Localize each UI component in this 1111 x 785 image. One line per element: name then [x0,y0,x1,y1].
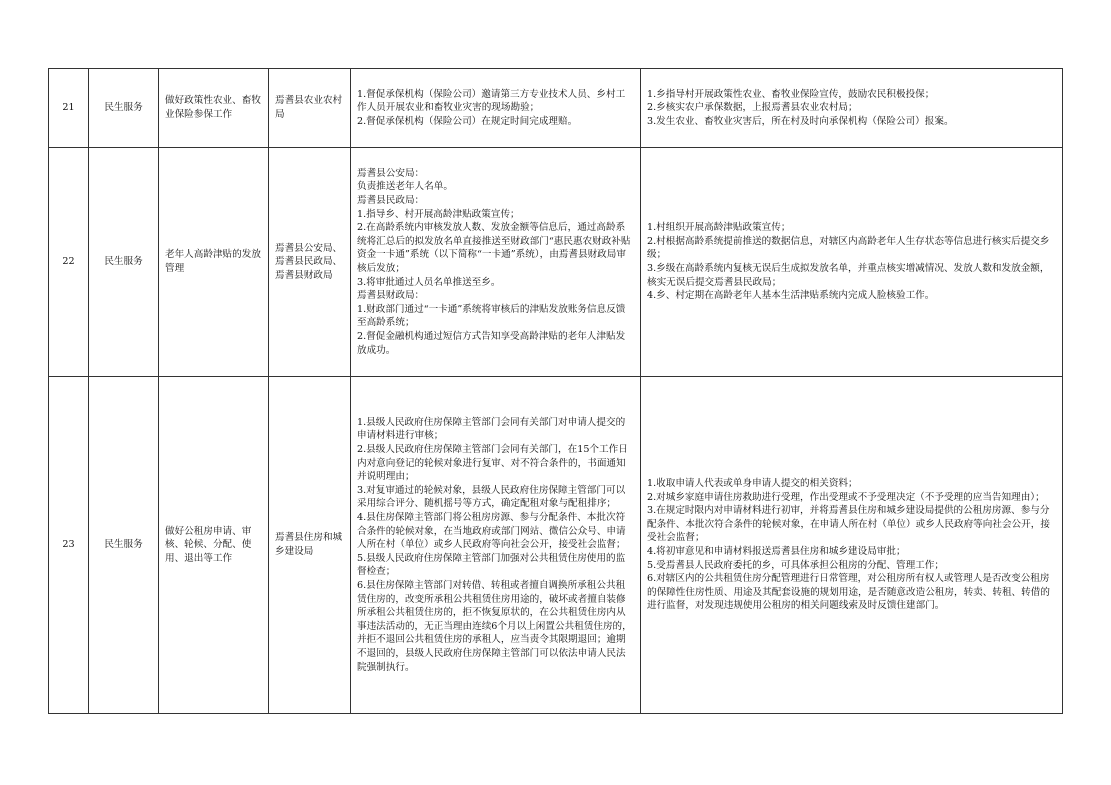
table-row [49,148,1063,377]
county-duty-line: 3.对复审通过的轮候对象，县级人民政府住房保障主管部门可以采用综合评分、随机摇号等方式，确定配租对象与配租排序； [357,484,626,510]
town-duty-line: 2.对城乡家庭申请住房救助进行受理，作出受理或不予受理决定（不予受理的应当告知理由）； [647,491,1045,503]
county-duties-cell [351,377,641,714]
town-duties-cell [641,148,1063,377]
town-duties-cell [641,377,1063,714]
town-duties-cell [641,69,1063,148]
row-number: 22 [49,148,89,377]
county-duties-cell [351,148,641,377]
county-duty-line: 2.督促金融机构通过短信方式告知享受高龄津贴的老年人津贴发放成功。 [357,330,626,356]
table-row [49,69,1063,148]
town-duty-line: 1.乡指导村开展政策性农业、畜牧业保险宣传，鼓励农民积极投保； [647,88,935,100]
row-item: 老年人高龄津贴的发放管理 [159,148,269,377]
row-number: 23 [49,377,89,714]
town-duty-line: 6.对辖区内的公共租赁住房分配管理进行日常管理，对公租房所有权人或管理人是否改变公租房的保障性住房性质、用途及其配套设施的规划用途，是否随意改造公租房，转卖、转租、转借的进行监督，对发现违规使用公租房的相关问题线索及时反馈住建部门。 [647,573,1050,612]
town-duty-line: 1.村组织开展高龄津贴政策宣传； [647,222,791,234]
town-duty-line: 2.村根据高龄系统提前推送的数据信息，对辖区内高龄老年人生存状态等信息进行核实后提交乡级； [647,235,1050,261]
town-duty-line: 2.乡核实农户承保数据，上报焉耆县农业农村局； [647,102,858,114]
county-duty-line: 焉耆县民政局： [357,195,425,207]
county-duty-line: 5.县级人民政府住房保障主管部门加强对公共租赁住房使用的监督检查； [357,552,626,578]
town-duty-line: 5.受焉耆县人民政府委托的乡，可具体承担公租房的分配、管理工作； [647,559,944,571]
county-duty-line: 1.指导乡、村开展高龄津贴政策宣传； [357,208,520,220]
county-duty-line: 2.县级人民政府住房保障主管部门会同有关部门，在15个工作日内对意向登记的轮候对象进行复审、对不符合条件的，书面通知并说明理由； [357,444,628,483]
row-item: 做好政策性农业、畜牧业保险参保工作 [159,69,269,148]
county-duty-line: 1.财政部门通过“一卡通”系统将审核后的津贴发放账务信息反馈至高龄系统； [357,303,626,329]
county-duty-line: 焉耆县公安局： [357,167,425,179]
county-duty-line: 4.县住房保障主管部门将公租房房源、参与分配条件、本批次符合条件的轮候对象，在当地政府或部门网站、微信公众号、申请人所在村（单位）或乡人民政府等向社会公开，接受社会监督； [357,512,626,551]
row-category: 民生服务 [89,69,159,148]
county-duty-line: 1.督促承保机构（保险公司）邀请第三方专业技术人员、乡村工作人员开展农业和畜牧业灾害的现场勘验； [357,88,626,114]
town-duty-line: 4.将初审意见和申请材料报送焉耆县住房和城乡建设局审批； [647,546,906,557]
county-duty-line: 2.督促承保机构（保险公司）在规定时间完成理赔。 [357,115,578,127]
row-number: 21 [49,69,89,148]
row-department: 焉耆县住房和城乡建设局 [269,377,351,714]
town-duty-line: 3.在规定时限内对申请材料进行初审，并将焉耆县住房和城乡建设局提供的公租房房源、参与分配条件、本批次符合条件的轮候对象，在申请人所在村（单位）或乡人民政府等向社会公开，接受社会监督； [647,505,1050,544]
town-duty-line: 3.发生农业、畜牧业灾害后，所在村及时向承保机构（保险公司）报案。 [647,115,954,127]
county-duty-line: 焉耆县财政局： [357,290,425,302]
row-category: 民生服务 [89,148,159,377]
town-duty-line: 3.乡级在高龄系统内复核无误后生成拟发放名单，并重点核实增减情况、发放人数和发放金额，核实无误后提交焉耆县民政局； [647,263,1050,288]
town-duty-line: 4.乡、村定期在高龄老年人基本生活津贴系统内完成人脸核验工作。 [647,290,935,302]
town-duty-line: 1.收取申请人代表或单身申请人提交的相关资料； [647,478,858,490]
row-department: 焉耆县农业农村局 [269,69,351,148]
row-category: 民生服务 [89,377,159,714]
county-duty-line: 6.县住房保障主管部门对转借、转租或者擅自调换所承租公共租赁住房的，改变所承租公共租赁住房用途的，破坏或者擅自装修所承租公共租赁住房的，拒不恢复原状的，在公共租赁住房内从事违法活动的，无正当理由连续6个月以上闲置公共租赁住房的，并拒不退回公共租赁住房的承租人，应当责令其限期退回；逾期不退回的，县级人民政府住房保障主管部门可以依法申请人民法院强制执行。 [357,579,632,673]
duty-table [48,68,1063,714]
row-item: 做好公租房申请、审核、轮候、分配、使用、退出等工作 [159,377,269,714]
county-duty-line: 1.县级人民政府住房保障主管部门会同有关部门对申请人提交的申请材料进行审核； [357,416,626,442]
table-row [49,377,1063,714]
county-duty-line: 3.将审批通过人员名单推送至乡。 [357,276,501,288]
county-duty-line: 负责推送老年人名单。 [357,181,453,193]
county-duties-cell [351,69,641,148]
county-duty-line: 2.在高龄系统内审核发放人数、发放金额等信息后，通过高龄系统将汇总后的拟发放名单直接推送至财政部门“惠民惠农财政补贴资金一卡通”系统（以下简称“一卡通”系统），由焉耆县财政局审核后发放； [357,222,631,274]
row-department: 焉耆县公安局、焉耆县民政局、焉耆县财政局 [269,148,351,377]
